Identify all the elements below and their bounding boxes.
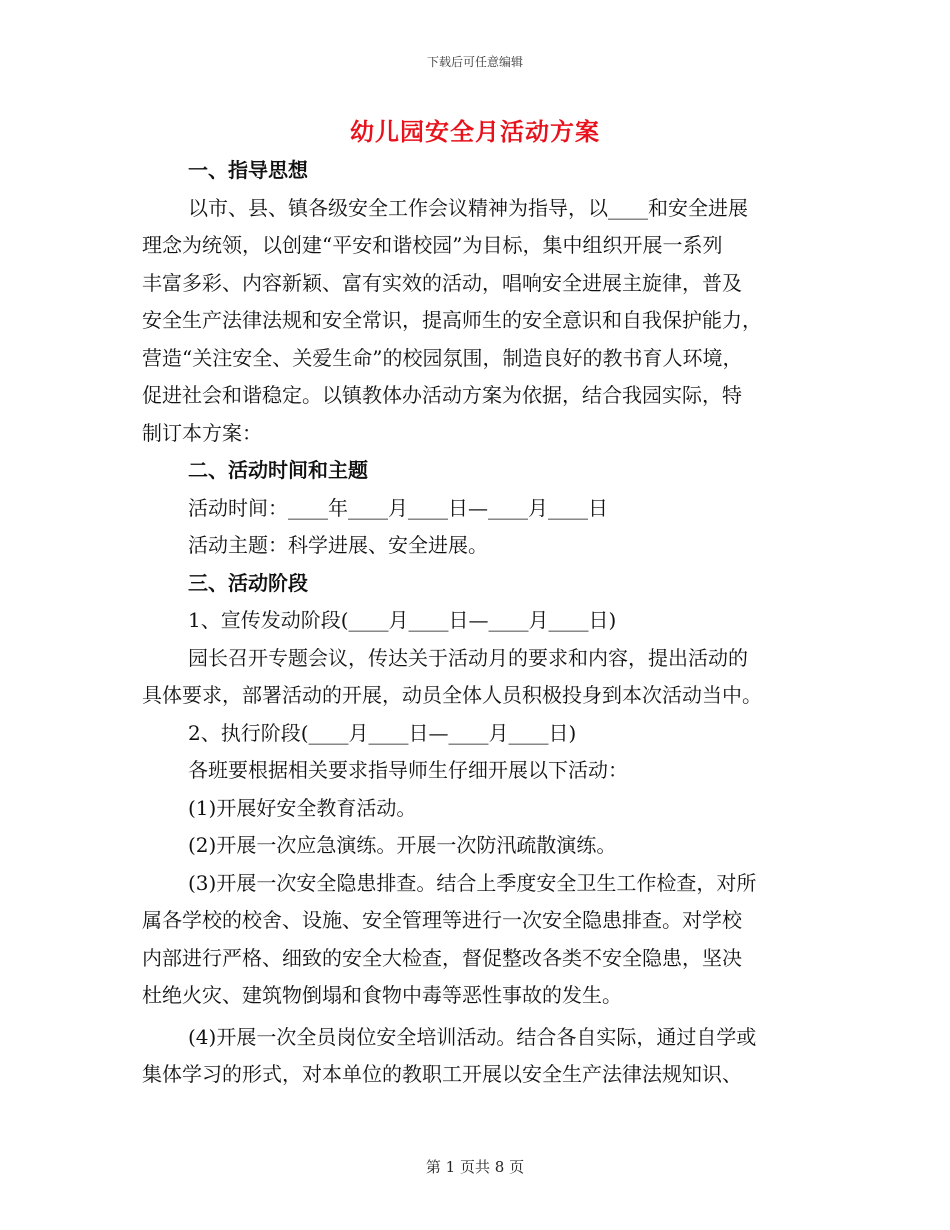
section-heading-stages: 三、活动阶段 [188, 570, 308, 595]
paragraph-line: 属各学校的校舍、设施、安全管理等进行一次安全隐患排查。对学校 [142, 908, 742, 932]
activity-time: 活动时间：____年____月____日—____月____日 [188, 495, 608, 520]
list-item: (2)开展一次应急演练。开展一次防汛疏散演练。 [188, 833, 617, 857]
paragraph-line: 促进社会和谐稳定。以镇教体办活动方案为依据，结合我园实际，特 [142, 383, 742, 407]
section-heading-guiding-thought: 一、指导思想 [188, 158, 308, 182]
document-body [142, 152, 812, 1094]
paragraph-line: 理念为统领，以创建“平安和谐校园”为目标，集中组织开展一系列 [142, 233, 723, 257]
page-footer: 第 1 页共 8 页 [425, 1158, 525, 1176]
section-heading-time-theme: 二、活动时间和主题 [188, 458, 368, 482]
paragraph-line: 具体要求，部署活动的开展，动员全体人员积极投身到本次活动当中。 [142, 683, 762, 707]
document-title: 幼儿园安全月活动方案 [350, 117, 600, 146]
stage-1-heading: 1、宣传发动阶段(____月____日—____月____日) [188, 608, 617, 632]
activity-theme: 活动主题：科学进展、安全进展。 [188, 533, 488, 557]
paragraph-line: 以市、县、镇各级安全工作会议精神为指导，以____和安全进展 [188, 195, 748, 220]
list-item: (4)开展一次全员岗位安全培训活动。结合各自实际，通过自学或 [188, 1024, 757, 1049]
paragraph-line: 园长召开专题会议，传达关于活动月的要求和内容，提出活动的 [188, 645, 748, 670]
list-item: (3)开展一次安全隐患排查。结合上季度安全卫生工作检查，对所 [188, 870, 757, 895]
paragraph-line: 内部进行严格、细致的安全大检查，督促整改各类不安全隐患，坚决 [142, 945, 742, 970]
paragraph-line: 杜绝火灾、建筑物倒塌和食物中毒等恶性事故的发生。 [142, 983, 622, 1007]
header-note: 下载后可任意编辑 [426, 55, 523, 69]
paragraph-line: 集体学习的形式，对本单位的教职工开展以安全生产法律法规知识、 [142, 1062, 742, 1086]
stage-2-heading: 2、执行阶段(____月____日—____月____日) [188, 720, 577, 745]
list-item: (1)开展好安全教育活动。 [188, 795, 417, 820]
stage-2-intro: 各班要根据相关要求指导师生仔细开展以下活动： [188, 758, 628, 782]
paragraph-line: 丰富多彩、内容新颖、富有实效的活动，唱响安全进展主旋律，普及 [142, 270, 742, 295]
paragraph-line: 营造“关注安全、关爱生命”的校园氛围，制造良好的教书育人环境， [142, 345, 743, 370]
paragraph-line: 安全生产法律法规和安全常识，提高师生的安全意识和自我保护能力， [142, 308, 762, 332]
paragraph-line: 制订本方案： [142, 420, 262, 445]
